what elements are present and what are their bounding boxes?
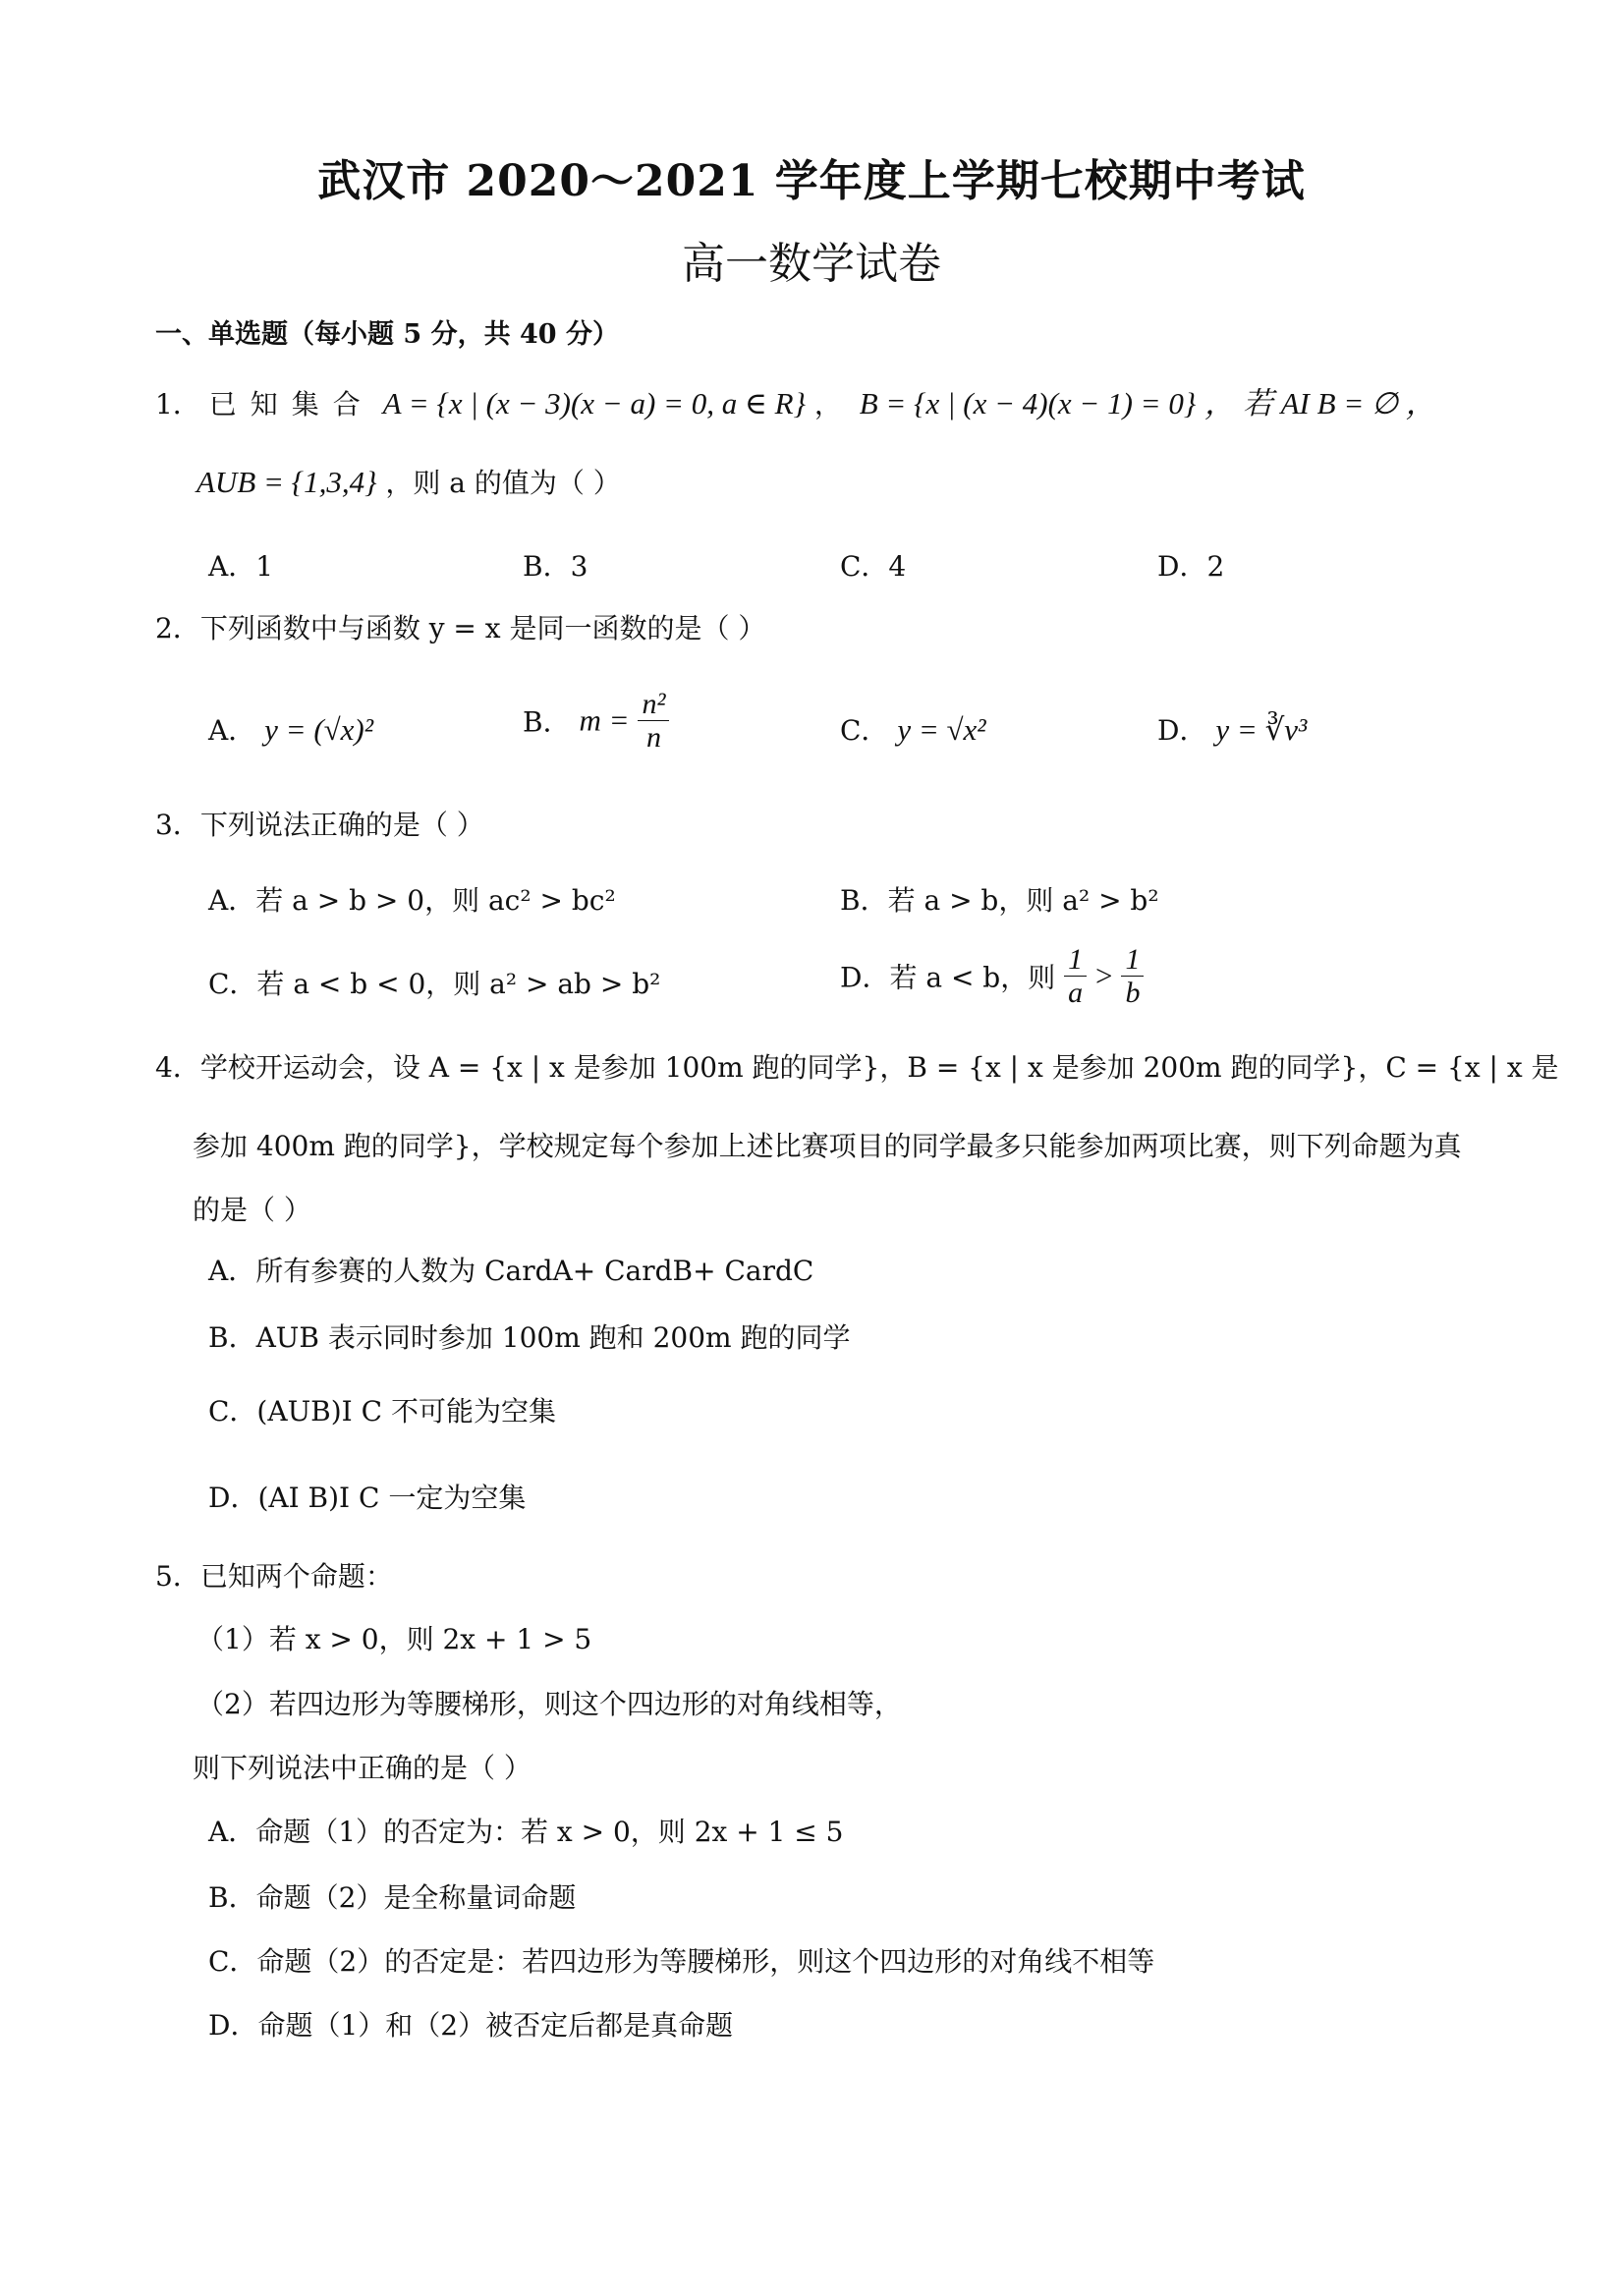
q5-option-a: A．命题（1）的否定为：若 x > 0，则 2x + 1 ≤ 5	[208, 1816, 844, 1848]
q1-option-d: D．2	[1157, 550, 1225, 583]
question-4-stem-line3: 的是（ ）	[193, 1194, 311, 1226]
greater-than-symbol: >	[1095, 958, 1113, 993]
fraction	[1121, 943, 1144, 1009]
question-2-stem: 2．下列函数中与函数 y = x 是同一函数的是（ ）	[155, 612, 766, 644]
option-label: D．	[1157, 714, 1207, 747]
section-heading: 一、单选题（每小题 5 分，共 40 分）	[155, 319, 619, 350]
exam-subtitle: 高一数学试卷	[682, 239, 941, 289]
condition-formula: ， 若 AI B = ∅ ，	[1204, 386, 1436, 420]
question-3-stem: 3．下列说法正确的是（ ）	[155, 809, 484, 841]
fraction-numerator: 1	[1121, 943, 1144, 977]
q2-option-b	[523, 688, 669, 754]
fraction-numerator: 1	[1064, 943, 1087, 977]
q5-option-c: C．命题（2）的否定是：若四边形为等腰梯形，则这个四边形的对角线不相等	[208, 1945, 1155, 1978]
fraction-numerator: n²	[638, 688, 669, 721]
q3-option-b: B．若 a > b，则 a² > b²	[840, 884, 1159, 917]
separator: ，	[813, 388, 842, 420]
question-4-stem-line1: 4．学校开运动会，设 A = {x | x 是参加 100m 跑的同学}，B = {x | x 是参加 200m 跑的同学}，C = {x | x 是	[155, 1051, 1559, 1084]
q1-option-b: B．3	[523, 550, 588, 583]
option-label: C．	[840, 714, 889, 747]
question-number: 1．	[155, 388, 200, 420]
question-4-stem-line2: 参加 400m 跑的同学}，学校规定每个参加上述比赛项目的同学最多只能参加两项比赛，则下列命题为真	[193, 1130, 1462, 1162]
option-formula: y = √x²	[897, 712, 986, 747]
q4-option-c: C．(AUB)I C 不可能为空集	[208, 1395, 556, 1428]
q3-option-d	[840, 943, 1144, 1009]
question-1-stem-line1	[155, 378, 1436, 422]
q1-option-a: A．1	[208, 550, 274, 583]
q5-proposition-2: （2）若四边形为等腰梯形，则这个四边形的对角线相等，	[196, 1688, 902, 1720]
fraction	[1064, 943, 1087, 1009]
question-1-stem-line2	[196, 462, 621, 501]
q5-option-b: B．命题（2）是全称量词命题	[208, 1881, 577, 1914]
question-text: ，则 a 的值为（ ）	[385, 467, 621, 499]
q3-option-a: A．若 a > b > 0，则 ac² > bc²	[208, 884, 616, 917]
q1-option-c: C．4	[840, 550, 907, 583]
q2-option-d	[1157, 709, 1307, 749]
q2-option-c	[840, 709, 986, 749]
option-text: D．若 a < b，则	[840, 961, 1056, 994]
option-formula: y = (√x)²	[264, 712, 374, 747]
q4-option-b: B．AUB 表示同时参加 100m 跑和 200m 跑的同学	[208, 1321, 851, 1354]
union-formula: AUB = {1,3,4}	[196, 465, 377, 499]
option-formula: y = ∛v³	[1215, 712, 1308, 747]
set-b-formula: B = {x | (x − 4)(x − 1) = 0}	[859, 386, 1197, 420]
fraction-denominator: a	[1068, 977, 1084, 1009]
question-5-stem: 5．已知两个命题：	[155, 1560, 393, 1593]
q3-option-c: C．若 a < b < 0，则 a² > ab > b²	[208, 968, 661, 1000]
option-formula: m =	[579, 702, 630, 738]
fraction	[638, 688, 669, 754]
fraction-denominator: n	[645, 721, 661, 754]
set-a-formula: A = {x | (x − 3)(x − a) = 0, a ∈ R}	[382, 386, 806, 420]
question-text: 已知集合	[208, 388, 374, 420]
q2-option-a	[208, 709, 373, 749]
q4-option-d: D．(AI B)I C 一定为空集	[208, 1482, 527, 1514]
option-label: A．	[208, 714, 256, 747]
q5-option-d: D．命题（1）和（2）被否定后都是真命题	[208, 2009, 734, 2042]
q4-option-a: A．所有参赛的人数为 CardA+ CardB+ CardC	[208, 1255, 814, 1287]
option-label: B．	[523, 705, 571, 739]
exam-title: 武汉市 2020～2021 学年度上学期七校期中考试	[317, 156, 1306, 206]
fraction-denominator: b	[1125, 977, 1141, 1009]
q5-proposition-1: （1）若 x > 0，则 2x + 1 > 5	[196, 1623, 592, 1655]
q5-question: 则下列说法中正确的是（ ）	[193, 1752, 532, 1784]
